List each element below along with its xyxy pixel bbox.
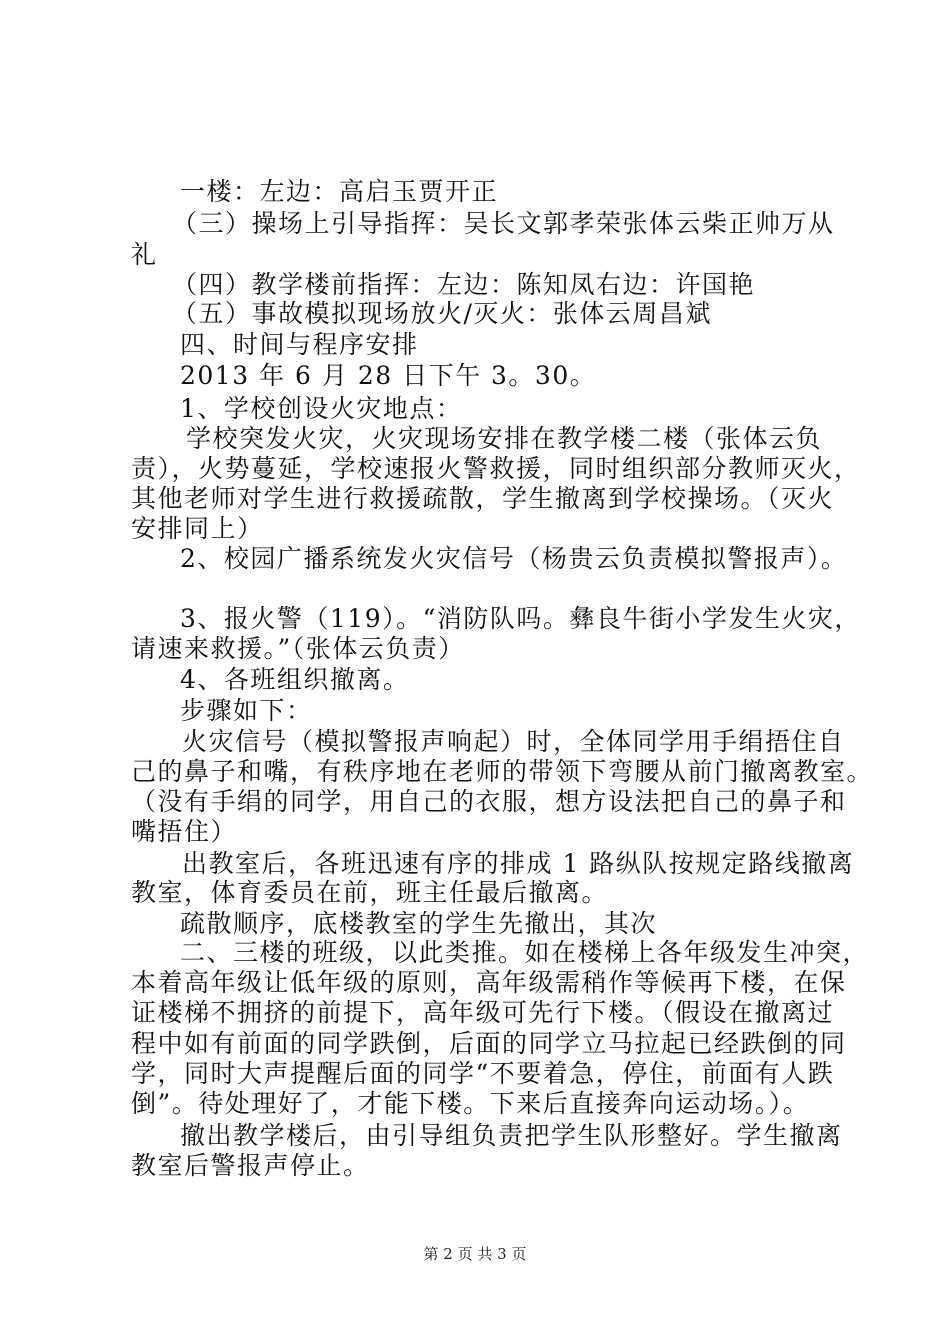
text-line: 3、报火警（119）。“消防队吗。彝良牛街小学发生火灾， — [180, 604, 861, 633]
text-line: 安排同上） — [131, 514, 264, 543]
text-line: 程中如有前面的同学跌倒，后面的同学立马拉起已经跌倒的同 — [131, 1029, 847, 1058]
text-line: 出教室后，各班迅速有序的排成 1 路纵队按规定路线撤离 — [182, 849, 855, 878]
text-line: 疏散顺序，底楼教室的学生先撤出，其次 — [180, 909, 658, 938]
text-line: 一楼：左边：高启玉贾开正 — [180, 177, 499, 206]
text-line: 4、各班组织撤离。 — [180, 665, 410, 694]
text-line: 倒”。待处理好了，才能下楼。下来后直接奔向运动场。）。 — [131, 1089, 810, 1118]
section-heading: 四、时间与程序安排 — [180, 330, 419, 359]
text-line: 礼 — [131, 240, 158, 269]
text-line: 2013 年 6 月 28 日下午 3。30。 — [180, 361, 597, 390]
text-line: 己的鼻子和嘴，有秩序地在老师的带领下弯腰从前门撤离教室。 — [131, 757, 874, 786]
page-footer: 第 2 页 共 3 页 — [423, 1245, 527, 1263]
text-line: （四）教学楼前指挥：左边：陈知凤右边：许国艳 — [172, 270, 756, 299]
text-line: 证楼梯不拥挤的前提下，高年级可先行下楼。（假设在撤离过 — [131, 998, 835, 1027]
text-line: 教室，体育委员在前，班主任最后撤离。 — [131, 878, 609, 907]
text-line: 步骤如下： — [180, 696, 313, 725]
text-line: （没有手绢的同学，用自己的衣服，想方设法把自己的鼻子和 — [131, 787, 847, 816]
text-line: （三）操场上引导指挥：吴长文郭孝荣张体云柴正帅万从 — [172, 209, 835, 238]
text-line: 学校突发火灾，火灾现场安排在教学楼二楼（张体云负 — [186, 424, 823, 453]
text-line: 1、学校创设火灾地点： — [180, 394, 463, 423]
text-line: 学，同时大声提醒后面的同学“不要着急，停住，前面有人跌 — [131, 1059, 835, 1088]
text-line: 撤出教学楼后，由引导组负责把学生队形整好。学生撤离 — [180, 1121, 843, 1150]
text-line: 二、三楼的班级，以此类推。如在楼梯上各年级发生冲突， — [180, 938, 870, 967]
text-line: （五）事故模拟现场放火/灭火：张体云周昌斌 — [172, 299, 712, 328]
text-line: 本着高年级让低年级的原则，高年级需稍作等候再下楼，在保 — [131, 968, 847, 997]
text-line: 火灾信号（模拟警报声响起）时，全体同学用手绢捂住自 — [182, 727, 845, 756]
text-line: 责），火势蔓延，学校速报火警救援，同时组织部分教师灭火， — [131, 454, 861, 483]
text-line: 嘴捂住） — [131, 817, 238, 846]
text-line: 教室后警报声停止。 — [131, 1151, 370, 1180]
text-line: 其他老师对学生进行救援疏散，学生撤离到学校操场。（灭火 — [131, 484, 835, 513]
text-line: 请速来救援。”（张体云负责） — [131, 634, 465, 663]
text-line: 2、校园广播系统发火灾信号（杨贵云负责模拟警报声）。 — [180, 544, 848, 573]
